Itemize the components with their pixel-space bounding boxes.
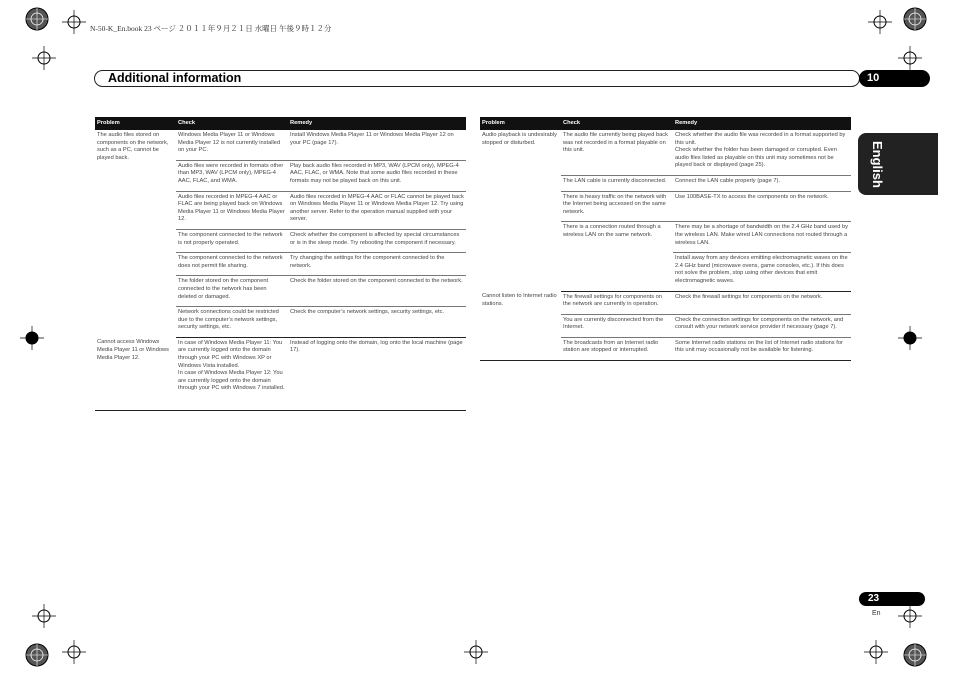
registration-target-icon <box>24 642 50 668</box>
remedy-cell: Check the firewall settings for components on the network. <box>673 291 851 314</box>
check-cell: The folder stored on the component connected to the network has been deleted or damaged. <box>176 276 288 307</box>
crosshair-mark-icon <box>864 640 888 664</box>
crosshair-mark-icon <box>32 46 56 70</box>
crosshair-mark-icon <box>62 640 86 664</box>
check-cell: You are currently disconnected from the Internet. <box>561 314 673 337</box>
registration-target-icon <box>902 6 928 32</box>
table-row <box>95 337 466 411</box>
check-cell: Network connections could be restricted due to the computer’s network settings, security settings, etc. <box>176 307 288 338</box>
remedy-cell: Try changing the settings for the component connected to the network. <box>288 253 466 276</box>
header-problem: Problem <box>95 117 176 130</box>
remedy-cell: Check the folder stored on the component connected to the network. <box>288 276 466 307</box>
problem-cell: Cannot access Windows Media Player 11 or Windows Media Player 12. <box>95 337 176 411</box>
troubleshooting-table-left <box>95 117 466 411</box>
check-cell: The component connected to the network is not properly operated. <box>176 229 288 252</box>
table-header-row <box>480 117 851 130</box>
page-number: 23 <box>859 592 925 606</box>
crosshair-mark-icon <box>32 604 56 628</box>
table-row <box>480 130 851 175</box>
crosshair-mark-icon <box>62 10 86 34</box>
crosshair-mark-icon <box>898 604 922 628</box>
remedy-cell: Connect the LAN cable properly (page 7). <box>673 175 851 191</box>
header-remedy: Remedy <box>673 117 851 130</box>
remedy-cell: Play back audio files recorded in MP3, WAV (LPCM only), MPEG-4 AAC, FLAC, or WMA. Note that some audio files recorded in these formats may not be played back on this unit. <box>288 160 466 191</box>
remedy-cell: Check the connection settings for components on the network, and consult with your network service provider if necessary (page 7). <box>673 314 851 337</box>
check-cell: The firewall settings for components on the network are currently in operation. <box>561 291 673 314</box>
remedy-cell: Use 100BASE-TX to access the components on the network. <box>673 191 851 222</box>
header-check: Check <box>561 117 673 130</box>
table-row <box>480 291 851 314</box>
remedy-cell: Some Internet radio stations on the list of Internet radio stations for this unit may occasionally not be available for listening. <box>673 337 851 360</box>
check-cell: In case of Windows Media Player 11: You are currently logged onto the domain through your PC with Windows XP or Windows Vista installed. In case of Windows Media Player 12: You are currently logged onto the domain through your PC with Windows 7 installed. <box>176 337 288 411</box>
registration-target-icon <box>902 642 928 668</box>
check-cell: Audio files were recorded in formats other than MP3, WAV (LPCM only), MPEG-4 AAC, FLAC, and WMA. <box>176 160 288 191</box>
check-cell: The broadcasts from an Internet radio station are stopped or interrupted. <box>561 337 673 360</box>
crosshair-mark-icon <box>20 326 44 350</box>
check-cell: Audio files recorded in MPEG-4 AAC or FLAC are being played back on Windows Media Player 11 or Windows Media Player 12. <box>176 191 288 229</box>
page-title: Additional information <box>108 71 242 85</box>
remedy-cell: Install away from any devices emitting electromagnetic waves on the 2.4 GHz band (microwave ovens, game consoles, etc.). If this does not solve the problem, stop using other devices that emit electromagnetic waves. <box>673 253 851 291</box>
check-cell: The audio file currently being played back was not recorded in a format playable on this unit. <box>561 130 673 175</box>
crosshair-mark-icon <box>868 10 892 34</box>
remedy-cell: Check whether the component is affected by special circumstances or is in the sleep mode. Try rebooting the component if necessary. <box>288 229 466 252</box>
header-problem: Problem <box>480 117 561 130</box>
chapter-number: 10 <box>859 70 930 87</box>
troubleshooting-table-right <box>480 117 851 361</box>
table-header-row <box>95 117 466 130</box>
table-row <box>95 130 466 160</box>
language-tab-label: English <box>870 141 885 188</box>
remedy-cell: Install Windows Media Player 11 or Windows Media Player 12 on your PC (page 17). <box>288 130 466 160</box>
remedy-cell: There may be a shortage of bandwidth on the 2.4 GHz band used by the wireless LAN. Make wired LAN connections not routed through a wireless LAN. <box>673 222 851 253</box>
problem-cell: Cannot listen to Internet radio stations. <box>480 291 561 361</box>
check-cell: Windows Media Player 11 or Windows Media Player 12 is not currently installed on your PC. <box>176 130 288 160</box>
crosshair-mark-icon <box>898 326 922 350</box>
crosshair-mark-icon <box>464 640 488 664</box>
print-info: N-50-K_En.book 23 ページ ２０１１年９月２１日 水曜日 午後９時１２分 <box>90 24 332 33</box>
crosshair-mark-icon <box>898 46 922 70</box>
registration-target-icon <box>24 6 50 32</box>
remedy-cell: Audio files recorded in MPEG-4 AAC or FLAC cannot be played back on Windows Media Player 11 or Windows Media Player 12. Try using another server. Refer to the operation manual supplied with your server. <box>288 191 466 229</box>
check-cell: There is a connection routed through a wireless LAN on the same network. <box>561 222 673 291</box>
check-cell: The component connected to the network does not permit file sharing. <box>176 253 288 276</box>
problem-cell: Audio playback is undesirably stopped or disturbed. <box>482 132 557 146</box>
remedy-cell: Instead of logging onto the domain, log onto the local machine (page 17). <box>288 337 466 411</box>
header-remedy: Remedy <box>288 117 466 130</box>
header-check: Check <box>176 117 288 130</box>
page-language: En <box>872 610 881 617</box>
check-cell: There is heavy traffic on the network with the Internet being accessed on the same network. <box>561 191 673 222</box>
check-cell: The LAN cable is currently disconnected. <box>561 175 673 191</box>
problem-cell: The audio files stored on components on the network, such as a PC, cannot be played back. <box>97 132 169 161</box>
remedy-cell: Check whether the audio file was recorded in a format supported by this unit. Check whether the folder has been damaged or corrupted. Even audio files listed as playable on this unit may sometimes not be played back or displayed (page 25). <box>673 130 851 175</box>
remedy-cell: Check the computer’s network settings, security settings, etc. <box>288 307 466 338</box>
